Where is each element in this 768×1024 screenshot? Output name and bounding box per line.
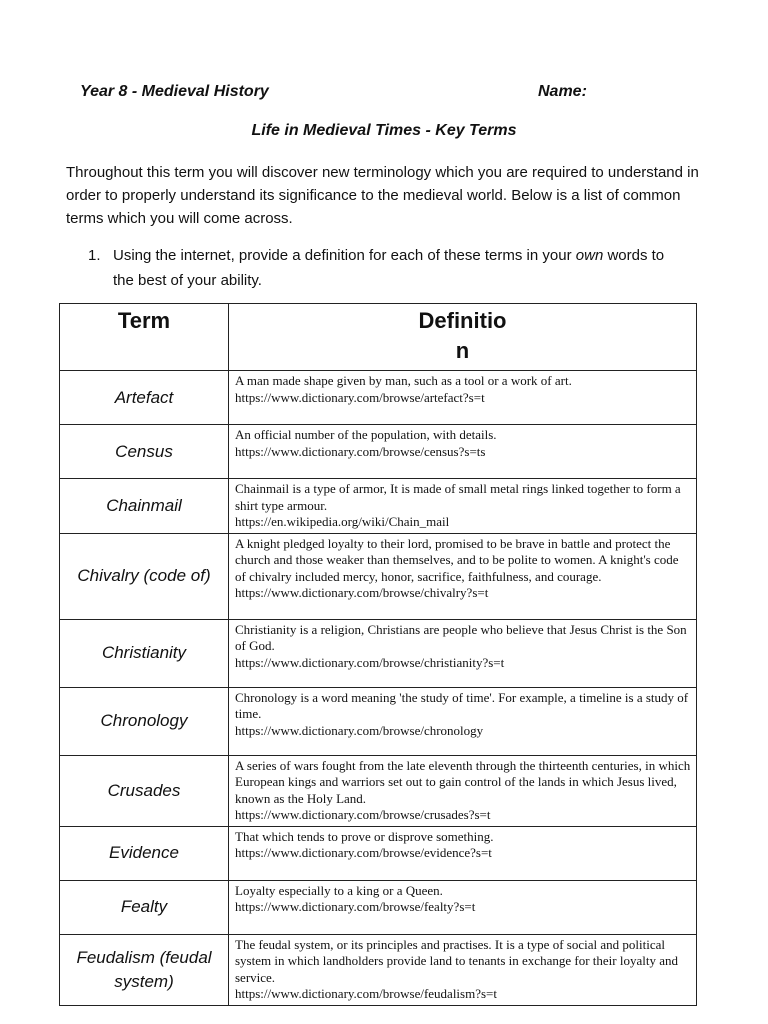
table-row (60, 934, 697, 1005)
definition-text: That which tends to prove or disprove something. (235, 828, 494, 844)
definition-cell[interactable] (229, 479, 697, 534)
table-row (60, 687, 697, 755)
table-row (60, 880, 697, 934)
source-url: https://www.dictionary.com/browse/christianity?s=t (235, 654, 505, 670)
instruction-text (113, 243, 673, 293)
definition-cell[interactable] (229, 619, 697, 687)
definition-cell[interactable] (229, 425, 697, 479)
definition-cell[interactable] (229, 371, 697, 425)
table-row (60, 479, 697, 534)
source-url: https://www.dictionary.com/browse/crusades?s=t (235, 807, 491, 822)
term-cell: Chronology (60, 687, 229, 755)
term-cell: Chivalry (code of) (60, 533, 229, 619)
definition-column-header (229, 304, 697, 371)
definition-text: An official number of the population, with details. (235, 427, 497, 442)
definition-cell[interactable] (229, 880, 697, 934)
source-url: https://www.dictionary.com/browse/evidence?s=t (235, 845, 492, 860)
term-cell: Chainmail (60, 479, 229, 534)
term-column-header: Term (60, 304, 229, 371)
definition-text: A knight pledged loyalty to their lord, promised to be brave in battle and protect the church and those weaker than themselves, and to be polite to women. A knight's code of chivalry included mercy, honor, sacrifice, faithfulness, and courage. (235, 535, 679, 584)
definition-text: A series of wars fought from the late eleventh through the thirteenth centuries, in which European kings and warriors set out to gain control of the lands in which Jesus lived, known as the Holy Land. (235, 757, 691, 806)
table-header-row (60, 304, 697, 371)
definition-text: The feudal system, or its principles and practises. It is a type of social and political system in which landholders provide land to tenants in exchange for their loyalty and service. (235, 936, 678, 985)
table-row (60, 425, 697, 479)
definition-text: A man made shape given by man, such as a tool or a work of art. (235, 373, 572, 388)
intro-paragraph: Throughout this term you will discover new terminology which you are required to understand in order to properly understand its significance to the medieval world. Below is a list of common terms which you will come across. (66, 164, 699, 227)
table-row (60, 371, 697, 425)
definition-cell[interactable] (229, 687, 697, 755)
term-cell: Crusades (60, 755, 229, 826)
instruction-number: 1. (88, 247, 101, 264)
definition-text: Chronology is a word meaning 'the study of time'. For example, a timeline is a study of time. (235, 689, 689, 721)
instruction-text-start: Using the internet, provide a definition for each of these terms in your (113, 247, 576, 264)
definition-header-line-1: Definitio (418, 308, 507, 333)
source-url: https://www.dictionary.com/browse/fealty?s=t (235, 899, 476, 914)
course-title: Year 8 - Medieval History (80, 83, 269, 100)
instruction-text-end: words to the best of your ability. (113, 247, 665, 289)
source-url: https://www.dictionary.com/browse/feudalism?s=t (235, 986, 497, 1001)
table-row (60, 826, 697, 880)
term-cell: Evidence (60, 826, 229, 880)
term-cell: Christianity (60, 619, 229, 687)
key-terms-table (59, 303, 697, 1006)
table-row (60, 619, 697, 687)
definition-cell[interactable] (229, 755, 697, 826)
term-cell: Census (60, 425, 229, 479)
definition-header-line-2: n (455, 338, 470, 363)
table-row (60, 533, 697, 619)
worksheet-header (80, 83, 680, 105)
definition-cell[interactable] (229, 934, 697, 1005)
table-row (60, 755, 697, 826)
definition-cell[interactable] (229, 533, 697, 619)
term-cell: Feudalism (feudal system) (60, 934, 229, 1005)
source-url: https://www.dictionary.com/browse/chivalry?s=t (235, 585, 489, 600)
source-url: https://www.dictionary.com/browse/chronology (235, 722, 484, 738)
instruction-emphasis: own (575, 247, 604, 264)
definition-text: Chainmail is a type of armor, It is made of small metal rings linked together to form a shirt type armour. (235, 481, 681, 513)
definition-text: Christianity is a religion, Christians are people who believe that Jesus Christ is the Son of God. (235, 621, 687, 653)
term-cell: Artefact (60, 371, 229, 425)
source-url: https://www.dictionary.com/browse/census?s=ts (235, 443, 486, 459)
page-title: Life in Medieval Times - Key Terms (251, 122, 517, 139)
source-url: https://en.wikipedia.org/wiki/Chain_mail (235, 514, 450, 529)
definition-text: Loyalty especially to a king or a Queen. (235, 882, 443, 898)
source-url: https://www.dictionary.com/browse/artefact?s=t (235, 389, 485, 405)
term-cell: Fealty (60, 880, 229, 934)
definition-cell[interactable] (229, 826, 697, 880)
name-label: Name: (538, 83, 587, 100)
